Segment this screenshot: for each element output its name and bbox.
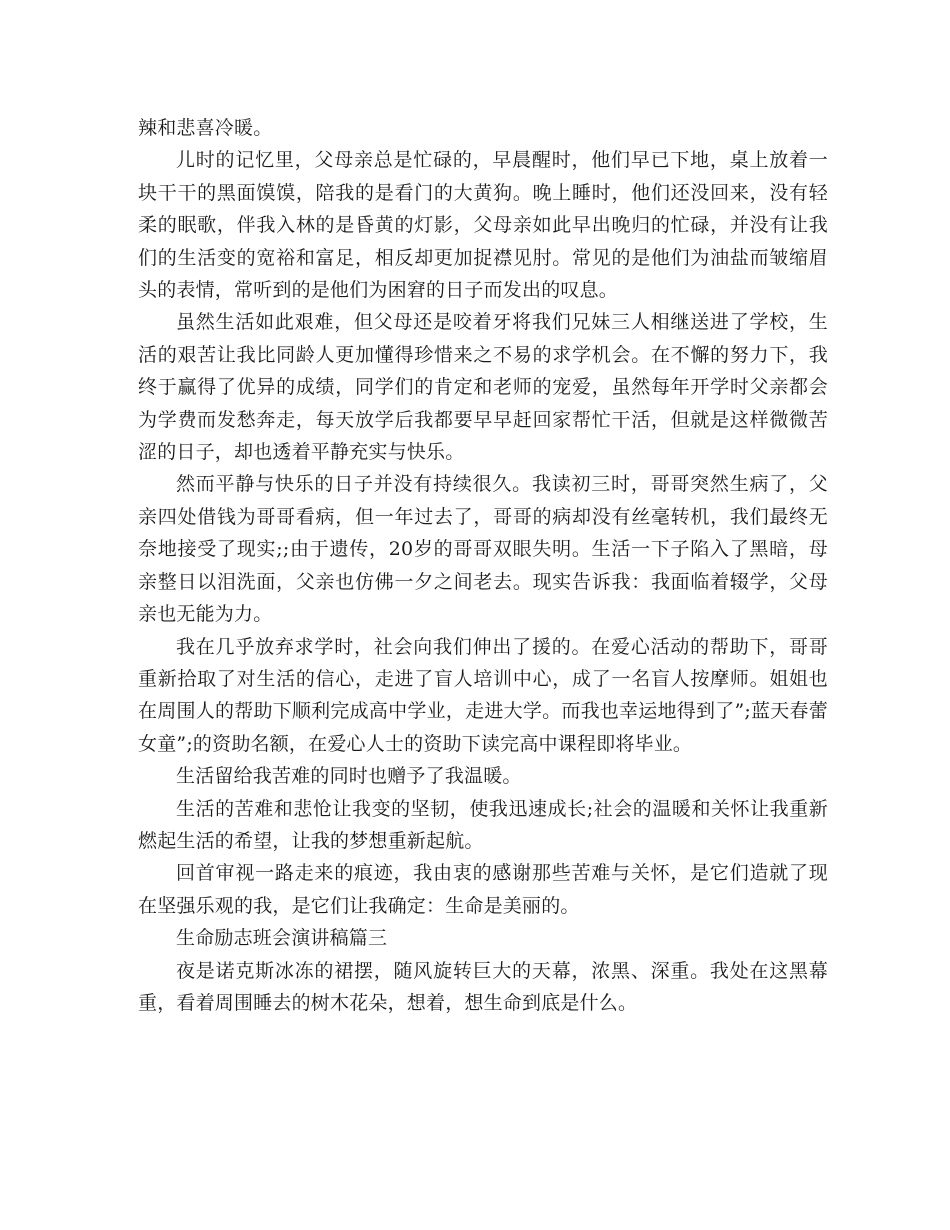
paragraph-1: 辣和悲喜冷暖。: [138, 117, 273, 139]
document-body: [138, 112, 828, 1019]
paragraph-9: 夜是诺克斯冰冻的裙摆，随风旋转巨大的天幕，浓黑、深重。我处在这黑幕重，看着周围睡去的树木花朵，想着，想生命到底是什么。: [138, 959, 828, 1014]
paragraph-8: 回首审视一路走来的痕迹，我由衷的感谢那些苦难与关怀，是它们造就了现在坚强乐观的我，是它们让我确定：生命是美丽的。: [138, 862, 828, 917]
paragraph-5: 我在几乎放弃求学时，社会向我们伸出了援的。在爱心活动的帮助下，哥哥重新拾取了对生活的信心，走进了盲人培训中心，成了一名盲人按摩师。姐姐也在周围人的帮助下顺利完成高中学业，走进大学。而我也幸运地得到了”;蓝天春蕾女童”;的资助名额，在爱心人士的资助下读完高中课程即将毕业。: [138, 635, 828, 755]
paragraph-6: 生活留给我苦难的同时也赠予了我温暖。: [176, 765, 522, 788]
section-heading: 生命励志班会演讲稿篇三: [176, 927, 388, 950]
paragraph-2: 儿时的记忆里，父母亲总是忙碌的，早晨醒时，他们早已下地，桌上放着一块干干的黑面馍馍，陪我的是看门的大黄狗。晚上睡时，他们还没回来，没有轻柔的眠歌，伴我入林的是昏黄的灯影，父母亲如此早出晚归的忙碌，并没有让我们的生活变的宽裕和富足，相反却更加捉襟见肘。常见的是他们为油盐而皱缩眉头的表情，常听到的是他们为困窘的日子而发出的叹息。: [138, 149, 828, 302]
paragraph-4: 然而平静与快乐的日子并没有持续很久。我读初三时，哥哥突然生病了，父亲四处借钱为哥哥看病，但一年过去了，哥哥的病却没有丝毫转机，我们最终无奈地接受了现实;;由于遗传，20岁的哥哥双眼失明。生活一下子陷入了黑暗，母亲整日以泪洗面，父亲也仿佛一夕之间老去。现实告诉我：我面临着辍学，父母亲也无能为力。: [138, 473, 828, 626]
paragraph-3: 虽然生活如此艰难，但父母还是咬着牙将我们兄妹三人相继送进了学校，生活的艰苦让我比同龄人更加懂得珍惜来之不易的求学机会。在不懈的努力下，我终于赢得了优异的成绩，同学们的肯定和老师的宠爱，虽然每年开学时父亲都会为学费而发愁奔走，每天放学后我都要早早赶回家帮忙干活，但就是这样微微苦涩的日子，却也透着平静充实与快乐。: [138, 311, 828, 464]
paragraph-7: 生活的苦难和悲怆让我变的坚韧，使我迅速成长;社会的温暖和关怀让我重新燃起生活的希望，让我的梦想重新起航。: [138, 797, 828, 852]
